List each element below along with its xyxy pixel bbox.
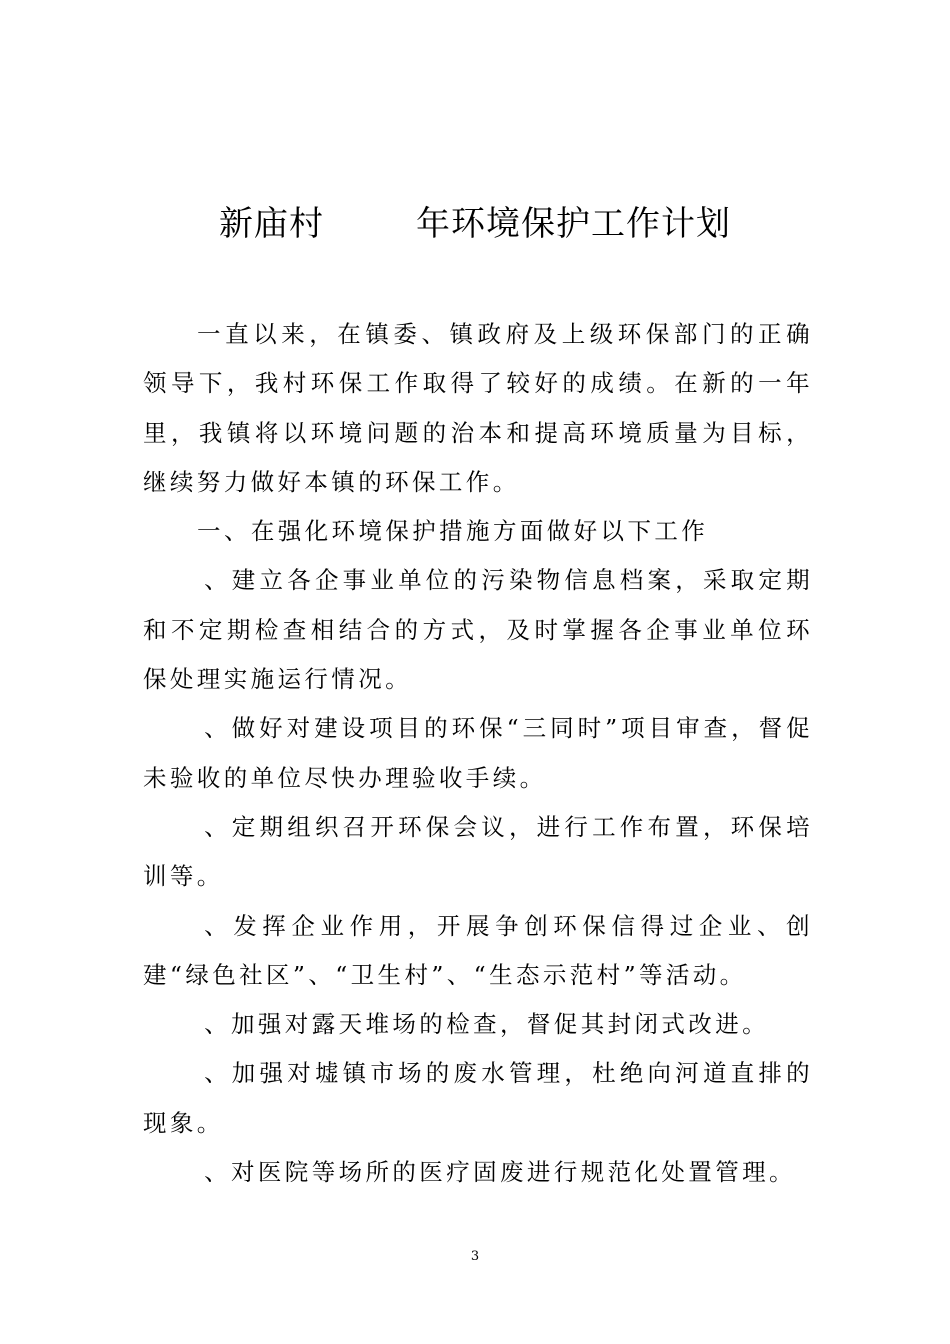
list-item: 、对医院等场所的医疗固废进行规范化处置管理。 [204,1158,796,1187]
list-item: 、发挥企业作用，开展争创环保信得过企业、创建“绿色社区”、“卫生村”、“生态示范村”等活动。 [143,911,813,989]
page-number: 3 [470,1249,480,1264]
section-heading-1: 一、在强化环境保护措施方面做好以下工作 [197,517,709,546]
list-item: 、做好对建设项目的环保“三同时”项目审查，督促未验收的单位尽快办理验收手续。 [143,714,813,792]
document-title [0,198,950,250]
title-plan: 年环境保护工作计划 [416,204,731,244]
list-item: 、建立各企事业单位的污染物信息档案，采取定期和不定期检查相结合的方式，及时掌握各企事业单位环保处理实施运行情况。 [143,566,813,694]
list-item: 、加强对墟镇市场的废水管理，杜绝向河道直排的现象。 [143,1059,813,1137]
list-item: 、加强对露天堆场的检查，督促其封闭式改进。 [204,1010,769,1039]
document-body [143,310,813,1197]
list-item: 、定期组织召开环保会议，进行工作布置，环保培训等。 [143,812,813,891]
intro-paragraph: 一直以来，在镇委、镇政府及上级环保部门的正确领导下，我村环保工作取得了较好的成绩。在新的一年里，我镇将以环境问题的治本和提高环境质量为目标，继续努力做好本镇的环保工作。 [143,320,813,496]
title-village: 新庙村 [219,204,324,244]
